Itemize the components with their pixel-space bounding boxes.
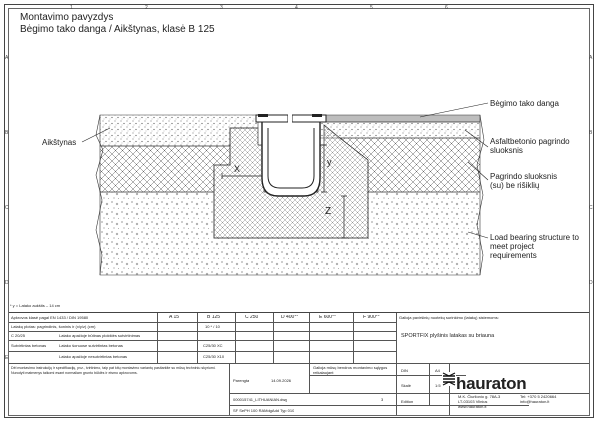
tb-r5-value: C25/30 X10 bbox=[203, 354, 225, 359]
label-aikstynas: Aikštynas bbox=[42, 138, 77, 147]
tb-row3-label: C 20/25 bbox=[11, 333, 26, 338]
tb-date-label: Parengta bbox=[233, 378, 250, 383]
grid-top-2: 2 bbox=[145, 5, 148, 11]
tb-product: SPORTFIX plyšinis latakas su briauna bbox=[401, 333, 495, 339]
tb-class-c250: C 250 bbox=[245, 315, 259, 320]
title-line-1: Montavimo pavyzdys bbox=[20, 12, 114, 23]
tb-file: 000015741_LITHUANIAN.dwg bbox=[233, 397, 288, 402]
tb-din-value: A4 bbox=[435, 368, 440, 373]
grid-side-a: A bbox=[5, 55, 9, 61]
address-line2: LT-03103 Vilnius bbox=[458, 399, 488, 404]
dimension-y: y bbox=[327, 157, 332, 167]
tb-row2-label: Latakų plotas: pagrindinis, šoninis ir (x/y/z) (cm) bbox=[11, 324, 96, 329]
tb-class-b125: B 125 bbox=[207, 315, 221, 320]
tb-r3-value: C25/30 XC bbox=[203, 343, 223, 348]
label-load-line1: Load bearing structure to bbox=[490, 233, 579, 242]
label-base-line1: Pagrindo sluoksnis bbox=[490, 172, 558, 181]
grid-top-6: 6 bbox=[445, 5, 448, 11]
grid-side-c: C bbox=[5, 205, 9, 211]
tb-class-e600: E 600** bbox=[319, 315, 336, 320]
tb-right-head: Galioja paviršinių nuotekų surinkimo (latakų) sistemoms: bbox=[399, 315, 499, 320]
dimension-z: Z bbox=[325, 206, 332, 217]
tb-scale-label: Skalė bbox=[401, 383, 412, 388]
tb-r2-value: 10 * / 10 bbox=[205, 324, 220, 329]
contact-phone: Tel: +370 5 2420664 bbox=[520, 394, 557, 399]
grid-side-d-right: D bbox=[589, 280, 593, 286]
tb-row4-label: Sutvirtintas betonas bbox=[11, 343, 47, 348]
grid-side-e: E bbox=[5, 355, 9, 361]
tb-row5-text: Latako apačioje nesutvirtintas betonas bbox=[59, 354, 128, 359]
grid-side-a-right: A bbox=[589, 55, 593, 61]
tb-date-value: 14.09.2026 bbox=[271, 378, 292, 383]
tb-row4-text: Latako šonuose sutvirtintas betonas bbox=[59, 343, 123, 348]
grid-top-4: 4 bbox=[295, 5, 298, 11]
label-running-track: Bėgimo tako danga bbox=[490, 99, 559, 108]
tb-class-f900: F 900** bbox=[363, 315, 380, 320]
tb-din-label: DIN bbox=[401, 368, 408, 373]
tb-class-d400: D 400** bbox=[281, 315, 299, 320]
label-asphalt-line1: Asfaltbetonio pagrindo bbox=[490, 137, 570, 146]
tb-row1-label: Apkrovos klasė pagal EN 1433 / DIN 19580 bbox=[11, 315, 89, 320]
grid-top-5: 5 bbox=[370, 5, 373, 11]
label-load-line3: requirements bbox=[490, 251, 537, 260]
tb-scale-value: 1:5 bbox=[435, 383, 441, 388]
tb-row3-text: Latako apačioje būtinas plokštės sutvirtinimas bbox=[59, 333, 141, 338]
address bbox=[458, 394, 500, 409]
tb-drawing-no: SF SePH 100 RAMdgAdd Typ 010 bbox=[233, 408, 295, 413]
contact-email: info@hauraton.lt bbox=[520, 399, 550, 404]
tb-edition-label: Edition bbox=[401, 399, 414, 404]
grid-top-1: 1 bbox=[70, 5, 73, 11]
tb-class-a15: A 15 bbox=[169, 315, 180, 320]
label-base-line2: (su) be rišiklių bbox=[490, 181, 540, 190]
address-line1: M.K. Čiurlionio g. 78A-3 bbox=[458, 394, 501, 399]
grid-top-3: 3 bbox=[220, 5, 223, 11]
address-line3: www.hauraton.lt bbox=[458, 404, 487, 409]
label-asphalt-line2: sluoksnis bbox=[490, 146, 523, 155]
contacts bbox=[520, 394, 556, 404]
grid-side-d: D bbox=[5, 280, 9, 286]
grid-side-c-right: C bbox=[589, 205, 593, 211]
dimension-x: X bbox=[234, 164, 241, 174]
tb-sheet-num: 3 bbox=[381, 397, 384, 402]
grid-side-b: B bbox=[5, 130, 9, 136]
label-load-line2: meet project bbox=[490, 242, 535, 251]
title-line-2: Bėgimo tako danga / Aikštynas, klasė B 125 bbox=[20, 24, 215, 35]
tb-terms: Dėl montavimo instrukcijų ir specifikacijų, pvz., tvirtinimo, taip pat kitų montavimo variantų pasitarkite su mūsų techniniu skyriumi. Nurodyti matmenys taikomi esant normaliam grunto būklės ir eismo apkrovoms. bbox=[11, 366, 216, 375]
footnote: * y = Latako aukštis – 14 cm bbox=[10, 303, 61, 308]
grid-side-b-right: B bbox=[589, 130, 593, 136]
brand-logo: hauraton bbox=[456, 374, 527, 393]
tb-validity: Galioja mūsų bendros montavimo sąlygos reikalaujant bbox=[313, 365, 388, 375]
